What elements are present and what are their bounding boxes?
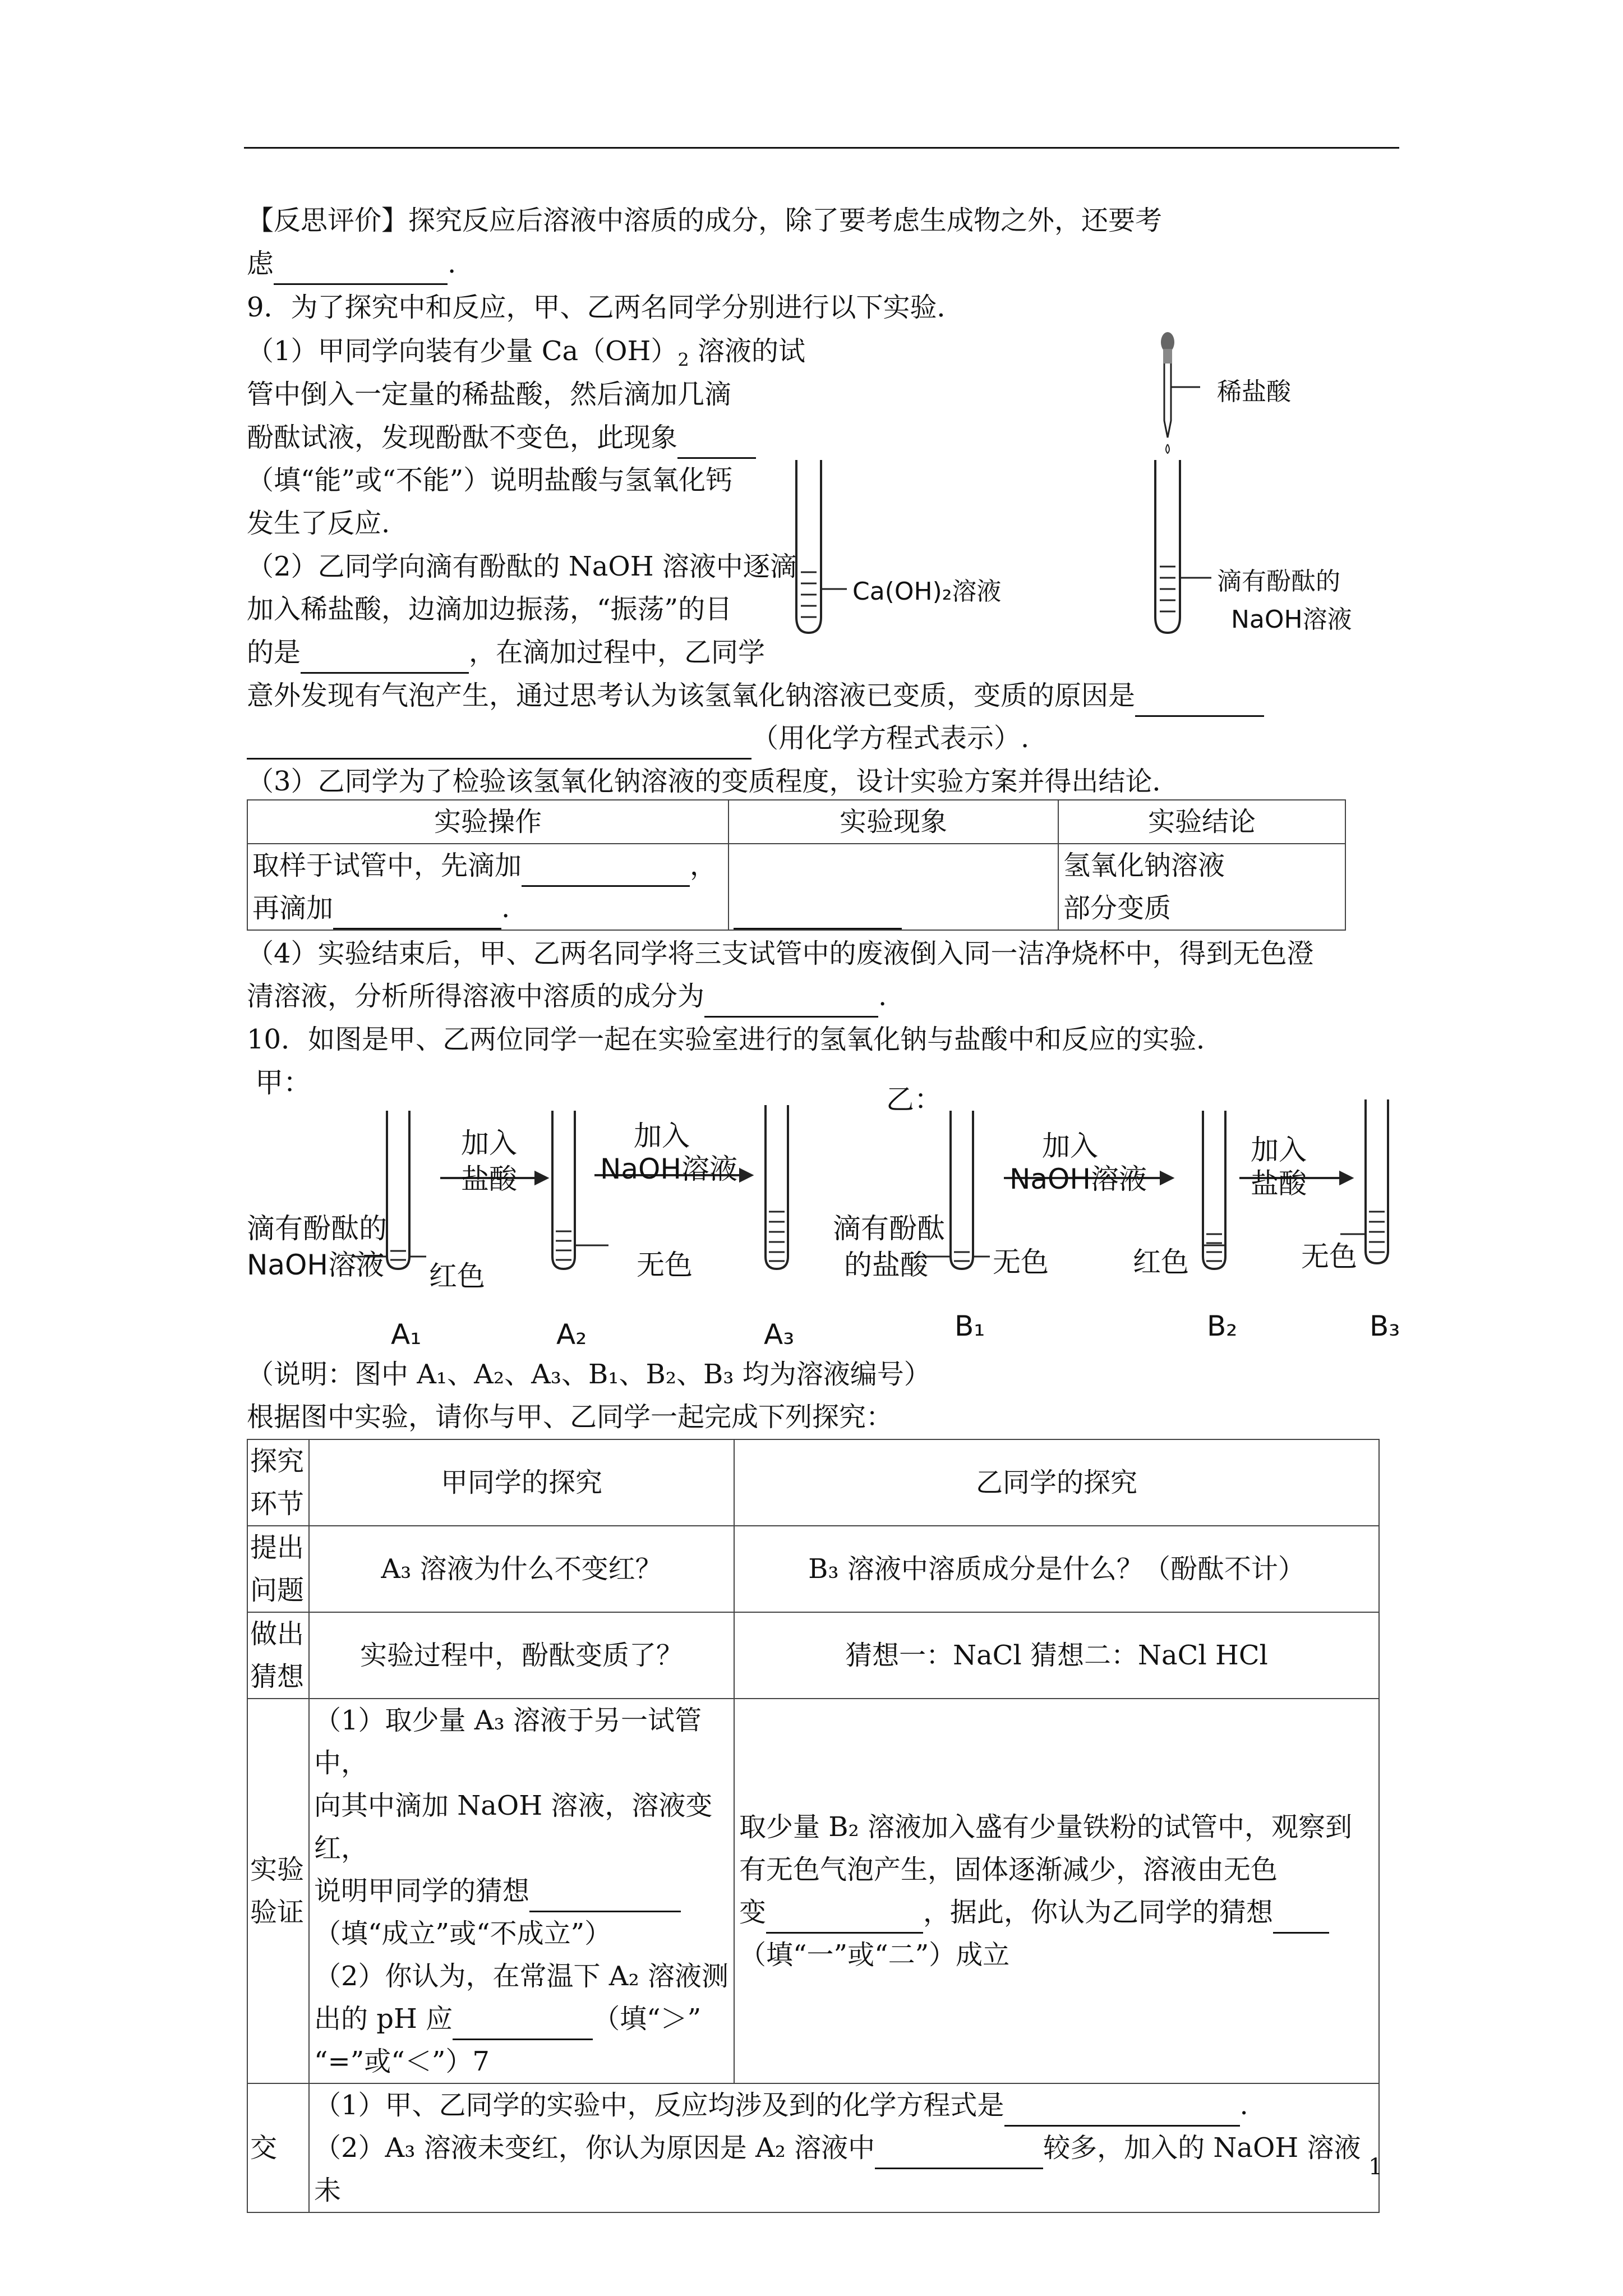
q9-p2-line2: 加入稀盐酸，边滴加边振荡，“振荡”的目 [247,593,732,625]
arrow-label-add: 加入 [1251,1134,1307,1166]
q9-table [247,799,1346,931]
answer-blank[interactable] [301,641,469,674]
q9-p2-line1: （2）乙同学向滴有酚酞的 NaOH 溶液中逐滴 [247,551,797,582]
q9-p1-line4: （填“能”或“不能”）说明盐酸与氢氧化钙 [247,464,733,496]
reflection-line-1: 【反思评价】探究反应后溶液中溶质的成分，除了要考虑生成物之外，还要考 [247,205,1163,236]
header-rule [244,147,1399,149]
q9-p2-line5: （用化学方程式表示）. [247,717,1029,760]
arrow-label-add: 加入 [1042,1130,1098,1162]
fig-label-jia: 甲： [255,1066,311,1099]
table-header: 乙同学的探究 [734,1439,1379,1526]
table-cell: 取样于试管中，先滴加 ， 再滴加 . [247,844,728,930]
tube-id-b3: B₃ [1370,1310,1400,1342]
tube-label-naoh-2: NaOH溶液 [1231,605,1352,634]
answer-blank[interactable] [529,1879,681,1912]
q9-p2-line4: 意外发现有气泡产生，通过思考认为该氢氧化钠溶液已变质，变质的原因是 [247,674,1264,717]
table-header: 实验现象 [728,800,1058,844]
table-cell: 取少量 B₂ 溶液加入盛有少量铁粉的试管中，观察到 有无色气泡产生，固体逐渐减少，溶液由无色 变 ，据此，你认为乙同学的猜想 （填“一”或“二”）成立 [734,1699,1379,2083]
answer-blank[interactable] [677,426,756,459]
reflection-line-2: 虑 . [247,242,456,285]
q9-p1-line1: （1）甲同学向装有少量 $Ca(OH)_2$ 溶液的试 [247,335,805,371]
test-tube-icon [1155,460,1211,633]
color-label-colorless: 无色 [1301,1240,1357,1273]
table-cell: 实验 验证 [247,1699,309,2083]
q10-intro: 根据图中实验，请你与甲、乙同学一起完成下列探究： [247,1401,893,1433]
q10-note: （说明：图中 A₁、A₂、A₃、B₁、B₂、B₃ 均为溶液编号） [247,1359,931,1390]
tube-label-caoh2: Ca(OH)₂溶液 [852,577,1002,606]
tube-id-b2: B₂ [1207,1310,1238,1342]
table-header: 实验结论 [1058,800,1345,844]
q9-p4-line2: 清溶液，分析所得溶液中溶质的成分为 . [247,975,887,1018]
q9-p3: （3）乙同学为了检验该氢氧化钠溶液的变质程度，设计实验方案并得出结论． [247,766,1179,797]
table-cell: 实验过程中，酚酞变质了？ [309,1612,734,1699]
table-cell: 提出 问题 [247,1526,309,1612]
arrow-label-hcl: 盐酸 [1251,1167,1307,1200]
table-header: 甲同学的探究 [309,1439,734,1526]
answer-blank[interactable] [766,1901,923,1934]
answer-blank[interactable] [453,2007,593,2040]
start-label-a-1: 滴有酚酞的 [247,1212,387,1245]
start-label-b-2: 的盐酸 [844,1249,928,1281]
table-cell: 猜想一：NaCl 猜想二：NaCl HCl [734,1612,1379,1699]
start-label-b-1: 滴有酚酞 [833,1212,945,1245]
color-label-red: 红色 [1133,1246,1189,1278]
start-label-a-2: NaOH溶液 [247,1249,384,1281]
answer-blank[interactable] [704,984,878,1018]
table-cell: 氢氧化钠溶液 部分变质 [1058,844,1345,930]
answer-blank[interactable] [734,896,902,930]
color-label-red: 红色 [429,1260,485,1292]
q9-p1-line5: 发生了反应. [247,508,390,539]
answer-blank[interactable] [1004,2093,1240,2127]
tube-label-naoh-1: 滴有酚酞的 [1217,567,1340,596]
table-cell: 探究 环节 [247,1439,309,1526]
table-cell: 交 [247,2083,309,2212]
arrow-label-naoh: NaOH溶液 [600,1153,737,1185]
tube-id-a3: A₃ [764,1318,795,1351]
fig-label-yi: 乙： [886,1083,942,1116]
answer-blank[interactable] [875,2136,1043,2169]
arrow-label-hcl: 盐酸 [461,1163,517,1195]
table-cell: （1）取少量 A₃ 溶液于另一试管中， 向其中滴加 NaOH 溶液，溶液变红， 说明甲同学的猜想 （填“成立”或“不成立”） （2）你认为，在常温下 A₂ 溶液测 出的 pH 应 （填“＞” “=”或“＜”）7 [309,1699,734,2083]
q9-p1-line3: 酚酞试液，发现酚酞不变色，此现象 [247,416,756,459]
q10-title: 10．如图是甲、乙两位同学一起在实验室进行的氢氧化钠与盐酸中和反应的实验． [247,1024,1224,1055]
arrow-label-add: 加入 [634,1120,690,1152]
test-tube-icon [796,460,847,633]
q9-p1-line2: 管中倒入一定量的稀盐酸，然后滴加几滴 [247,379,732,410]
answer-blank[interactable] [247,726,751,760]
arrow-icon [440,1170,1352,1184]
q9-title: 9．为了探究中和反应，甲、乙两名同学分别进行以下实验． [247,292,964,323]
q10-table [247,1439,1383,2213]
table-cell: A₃ 溶液为什么不变红？ [309,1526,734,1612]
answer-blank[interactable] [1273,1901,1329,1934]
answer-blank[interactable] [1135,684,1264,717]
answer-blank[interactable] [333,896,501,930]
q9-p4-line1: （4）实验结束后，甲、乙两名同学将三支试管中的废液倒入同一洁净烧杯中，得到无色澄 [247,938,1314,969]
table-cell: 做出 猜想 [247,1612,309,1699]
page-number: 1 [1368,2154,1383,2180]
q10-figure [241,1094,1408,1329]
answer-blank[interactable] [274,252,448,285]
tube-id-a1: A₁ [391,1318,422,1351]
table-cell: B₃ 溶液中溶质成分是什么？（酚酞不计） [734,1526,1379,1612]
table-cell [728,844,1058,930]
arrow-label-add: 加入 [461,1127,517,1159]
table-header: 实验操作 [247,800,728,844]
q9-p2-line3: 的是 ，在滴加过程中，乙同学 [247,631,765,674]
answer-blank[interactable] [522,854,690,887]
tube-id-a2: A₂ [556,1318,587,1351]
color-label-colorless: 无色 [637,1249,693,1281]
arrow-label-naoh: NaOH溶液 [1009,1163,1147,1195]
dropper-icon [1161,332,1200,453]
dropper-label: 稀盐酸 [1217,378,1291,406]
table-cell: （1）甲、乙同学的实验中，反应均涉及到的化学方程式是 . （2）A₃ 溶液未变红，你认为原因是 A₂ 溶液中 较多，加入的 NaOH 溶液未 [309,2083,1379,2212]
color-label-colorless: 无色 [993,1246,1049,1278]
tube-id-b1: B₁ [955,1310,985,1342]
